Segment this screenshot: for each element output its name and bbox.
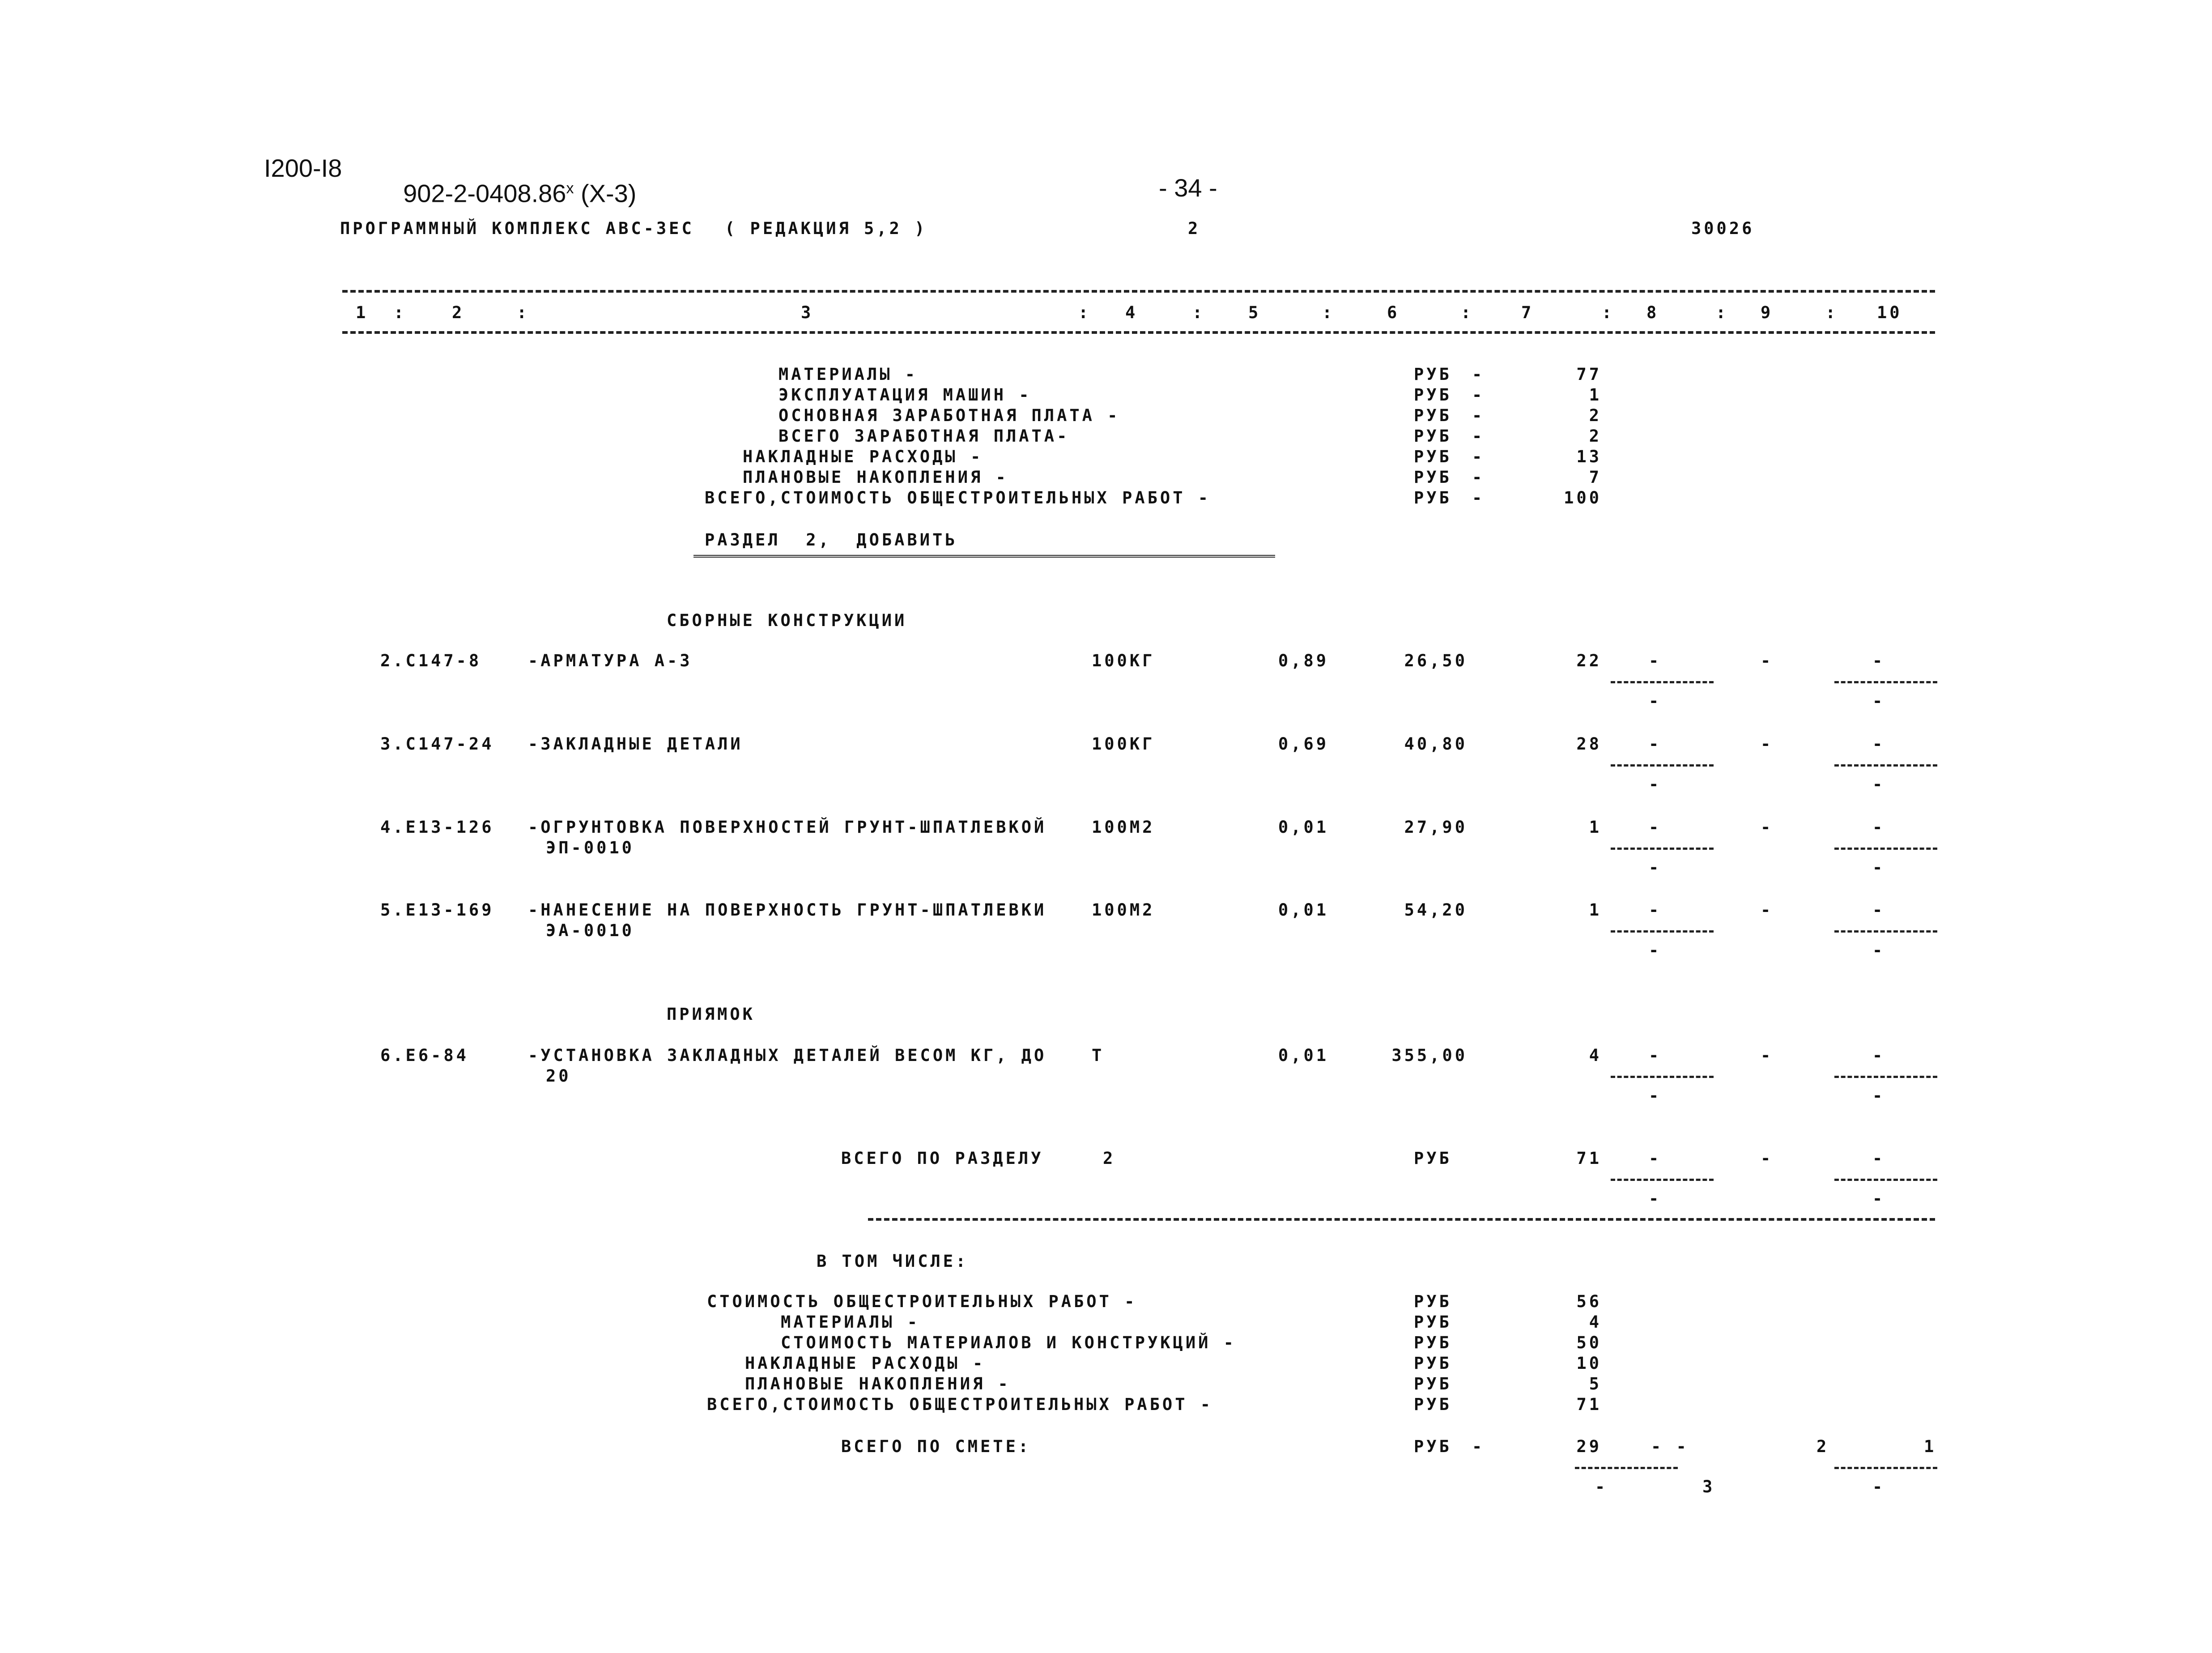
summary-label: ОСНОВНАЯ ЗАРАБОТНАЯ ПЛАТА - [778,406,1120,425]
summary-dash: - [1472,426,1485,446]
item-name: -ОГРУНТОВКА ПОВЕРХНОСТЕЙ ГРУНТ-ШПАТЛЕВКОЙ [528,818,1047,837]
item-price: 40,80 [1404,734,1468,754]
doc-code: I200-I8 [264,154,342,182]
item-total: 1 [1589,818,1602,837]
estimate-total-label: ВСЕГО ПО СМЕТЕ: [841,1437,1031,1456]
col-separator: : [1078,303,1091,322]
section-total-rule [868,1218,1935,1221]
summary-label: ЭКСПЛУАТАЦИЯ МАШИН - [778,385,1032,405]
dash-mark: - [1872,900,1885,920]
header-rule-top [342,290,1935,293]
dash-mark: - [1761,818,1774,837]
col-separator: : [1461,303,1474,322]
section-underline [693,555,1275,558]
dash-mark: - [1761,1046,1774,1065]
doc-code-number: 30026 [1691,219,1755,238]
dash-mark: - [1872,1086,1885,1105]
dash-line [1575,1467,1678,1469]
summary-value: 77 [1576,365,1602,384]
summary-unit: РУБ [1414,1333,1452,1352]
doc-reference [389,156,636,206]
dash-line [1834,1179,1937,1181]
summary-value: 50 [1576,1333,1602,1352]
item-qty: 0,01 [1278,900,1329,920]
col-separator: : [1716,303,1729,322]
summary-value: 1 [1589,385,1602,405]
item-price: 26,50 [1404,651,1468,670]
col-3: 3 [801,303,814,322]
summary-unit: РУБ [1414,468,1452,487]
dash-mark: - [1872,651,1885,670]
dash-mark: - [1761,734,1774,754]
col-4: 4 [1125,303,1138,322]
summary-value: 7 [1589,468,1602,487]
summary-value: 71 [1576,1395,1602,1414]
dash-mark: - [1872,818,1885,837]
dash-mark: - [1649,691,1662,711]
item-total: 4 [1589,1046,1602,1065]
edition: ( РЕДАКЦИЯ 5,2 ) [725,219,927,238]
section-total-number: 2 [1103,1149,1116,1168]
dash-line [1611,1076,1714,1078]
doc-ref-tail: (X-3) [581,179,637,208]
summary-label: ВСЕГО ЗАРАБОТНАЯ ПЛАТА- [778,426,1070,446]
dash-line [1834,764,1937,767]
summary-value: 2 [1589,406,1602,425]
summary-label: НАКЛАДНЫЕ РАСХОДЫ - [745,1354,986,1373]
dash-mark: - [1761,1149,1774,1168]
col-separator: : [1602,303,1615,322]
summary-value: 100 [1564,488,1602,507]
dash-mark: - [1872,858,1885,877]
col-separator: : [1192,303,1205,322]
item-unit: 100КГ [1092,734,1155,754]
item-price: 27,90 [1404,818,1468,837]
dash-line [1834,1076,1937,1078]
dash-mark: - [1649,900,1662,920]
item-code: 4.Е13-126 [380,818,494,837]
dash-mark: - [1761,900,1774,920]
item-qty: 0,69 [1278,734,1329,754]
estimate-col10-top: 1 [1924,1437,1937,1456]
item-code: 3.С147-24 [380,734,494,754]
summary-label: ПЛАНОВЫЕ НАКОПЛЕНИЯ - [745,1374,1011,1393]
estimate-col9: 2 [1816,1437,1829,1456]
estimate-total-value: 29 [1576,1437,1602,1456]
item-name: -АРМАТУРА А-3 [528,651,693,670]
summary-unit: РУБ [1414,1374,1452,1393]
dash-mark: - [1872,1046,1885,1065]
dash-mark: - [1649,734,1662,754]
dash-mark: - [1649,941,1662,960]
dash-mark: - [1872,734,1885,754]
dash-mark: - [1761,651,1774,670]
summary-label: ВСЕГО,СТОИМОСТЬ ОБЩЕСТРОИТЕЛЬНЫХ РАБОТ - [707,1395,1213,1414]
doc-ref-main: 902-2-0408.86 [403,179,566,208]
program-title: ПРОГРАММНЫЙ КОМПЛЕКС АВС-ЗЕС [340,219,694,238]
summary-unit: РУБ [1414,426,1452,446]
dash-mark: - [1872,691,1885,711]
dash-mark: - [1649,775,1662,794]
item-unit: 100М2 [1092,818,1155,837]
section-title: РАЗДЕЛ 2, ДОБАВИТЬ [705,530,958,550]
doc-ref-sup: x [566,180,574,197]
item-code: 5.Е13-169 [380,900,494,920]
col-separator: : [1322,303,1335,322]
col-separator: : [394,303,407,322]
summary-unit: РУБ [1414,365,1452,384]
item-unit: Т [1092,1046,1105,1065]
item-name-cont: ЭА-0010 [546,921,634,940]
estimate-col8-bottom-left: - [1595,1477,1608,1496]
col-9: 9 [1761,303,1774,322]
estimate-col8-top: - - [1651,1437,1689,1456]
summary-unit: РУБ [1414,1312,1452,1332]
summary-value: 56 [1576,1292,1602,1311]
dash-line [1611,848,1714,850]
section-total-unit: РУБ [1414,1149,1452,1168]
group-title: СБОРНЫЕ КОНСТРУКЦИИ [667,611,907,630]
dash-mark: - [1872,1189,1885,1208]
summary-value: 4 [1589,1312,1602,1332]
item-name: -НАНЕСЕНИЕ НА ПОВЕРХНОСТЬ ГРУНТ-ШПАТЛЕВКИ [528,900,1047,920]
item-unit: 100М2 [1092,900,1155,920]
summary-dash: - [1472,488,1485,507]
dash-mark: - [1649,1149,1662,1168]
summary-dash: - [1472,365,1485,384]
dash-mark: - [1649,818,1662,837]
section-total-value: 71 [1576,1149,1602,1168]
item-price: 54,20 [1404,900,1468,920]
dash-line [1611,764,1714,767]
item-name: -ЗАКЛАДНЫЕ ДЕТАЛИ [528,734,743,754]
summary-unit: РУБ [1414,1292,1452,1311]
estimate-total-dash: - [1472,1437,1485,1456]
section-total-label: ВСЕГО ПО РАЗДЕЛУ [841,1149,1044,1168]
including-title: В ТОМ ЧИСЛЕ: [817,1252,969,1271]
item-price: 355,00 [1391,1046,1468,1065]
item-name: -УСТАНОВКА ЗАКЛАДНЫХ ДЕТАЛЕЙ ВЕСОМ КГ, ДО [528,1046,1047,1065]
col-2: 2 [452,303,465,322]
dash-line [1611,930,1714,933]
summary-value: 13 [1576,447,1602,466]
dash-mark: - [1872,1149,1885,1168]
dash-mark: - [1872,775,1885,794]
col-5: 5 [1248,303,1261,322]
dash-line [1611,1179,1714,1181]
summary-label: ПЛАНОВЫЕ НАКОПЛЕНИЯ - [743,468,1008,487]
summary-dash: - [1472,447,1485,466]
dash-line [1834,681,1937,683]
summary-dash: - [1472,406,1485,425]
item-qty: 0,01 [1278,818,1329,837]
dash-mark: - [1872,941,1885,960]
item-total: 28 [1576,734,1602,754]
header-rule-bottom [342,331,1935,334]
summary-label: СТОИМОСТЬ ОБЩЕСТРОИТЕЛЬНЫХ РАБОТ - [707,1292,1137,1311]
page-number: - 34 - [1159,174,1217,202]
summary-unit: РУБ [1414,1395,1452,1414]
summary-unit: РУБ [1414,385,1452,405]
col-6: 6 [1387,303,1400,322]
summary-value: 10 [1576,1354,1602,1373]
summary-label: МАТЕРИАЛЫ - [781,1312,920,1332]
col-8: 8 [1646,303,1659,322]
dash-mark: - [1649,651,1662,670]
dash-line [1834,848,1937,850]
summary-unit: РУБ [1414,447,1452,466]
dash-line [1834,1467,1937,1469]
estimate-col10-bottom: - [1872,1477,1885,1496]
summary-unit: РУБ [1414,1354,1452,1373]
estimate-col8-bottom-right: 3 [1702,1477,1715,1496]
col-separator: : [517,303,530,322]
col-10: 10 [1877,303,1902,322]
summary-unit: РУБ [1414,488,1452,507]
summary-label: СТОИМОСТЬ МАТЕРИАЛОВ И КОНСТРУКЦИЙ - [781,1333,1236,1352]
summary-dash: - [1472,385,1485,405]
summary-unit: РУБ [1414,406,1452,425]
item-name-cont: 20 [546,1066,571,1086]
summary-value: 2 [1589,426,1602,446]
item-name-cont: ЭП-0010 [546,838,634,857]
summary-value: 5 [1589,1374,1602,1393]
item-qty: 0,01 [1278,1046,1329,1065]
dash-mark: - [1649,858,1662,877]
item-total: 22 [1576,651,1602,670]
summary-label: ВСЕГО,СТОИМОСТЬ ОБЩЕСТРОИТЕЛЬНЫХ РАБОТ - [705,488,1211,507]
group-title: ПРИЯМОК [667,1005,755,1024]
col-1: 1 [356,303,369,322]
summary-label: НАКЛАДНЫЕ РАСХОДЫ - [743,447,983,466]
item-unit: 100КГ [1092,651,1155,670]
dash-mark: - [1649,1189,1662,1208]
item-qty: 0,89 [1278,651,1329,670]
sheet-number: 2 [1188,219,1201,238]
dash-mark: - [1649,1086,1662,1105]
summary-dash: - [1472,468,1485,487]
summary-label: МАТЕРИАЛЫ - [778,365,918,384]
dash-line [1611,681,1714,683]
estimate-total-unit: РУБ [1414,1437,1452,1456]
col-separator: : [1825,303,1838,322]
dash-line [1834,930,1937,933]
item-code: 6.Е6-84 [380,1046,469,1065]
col-7: 7 [1521,303,1534,322]
item-code: 2.С147-8 [380,651,482,670]
item-total: 1 [1589,900,1602,920]
dash-mark: - [1649,1046,1662,1065]
